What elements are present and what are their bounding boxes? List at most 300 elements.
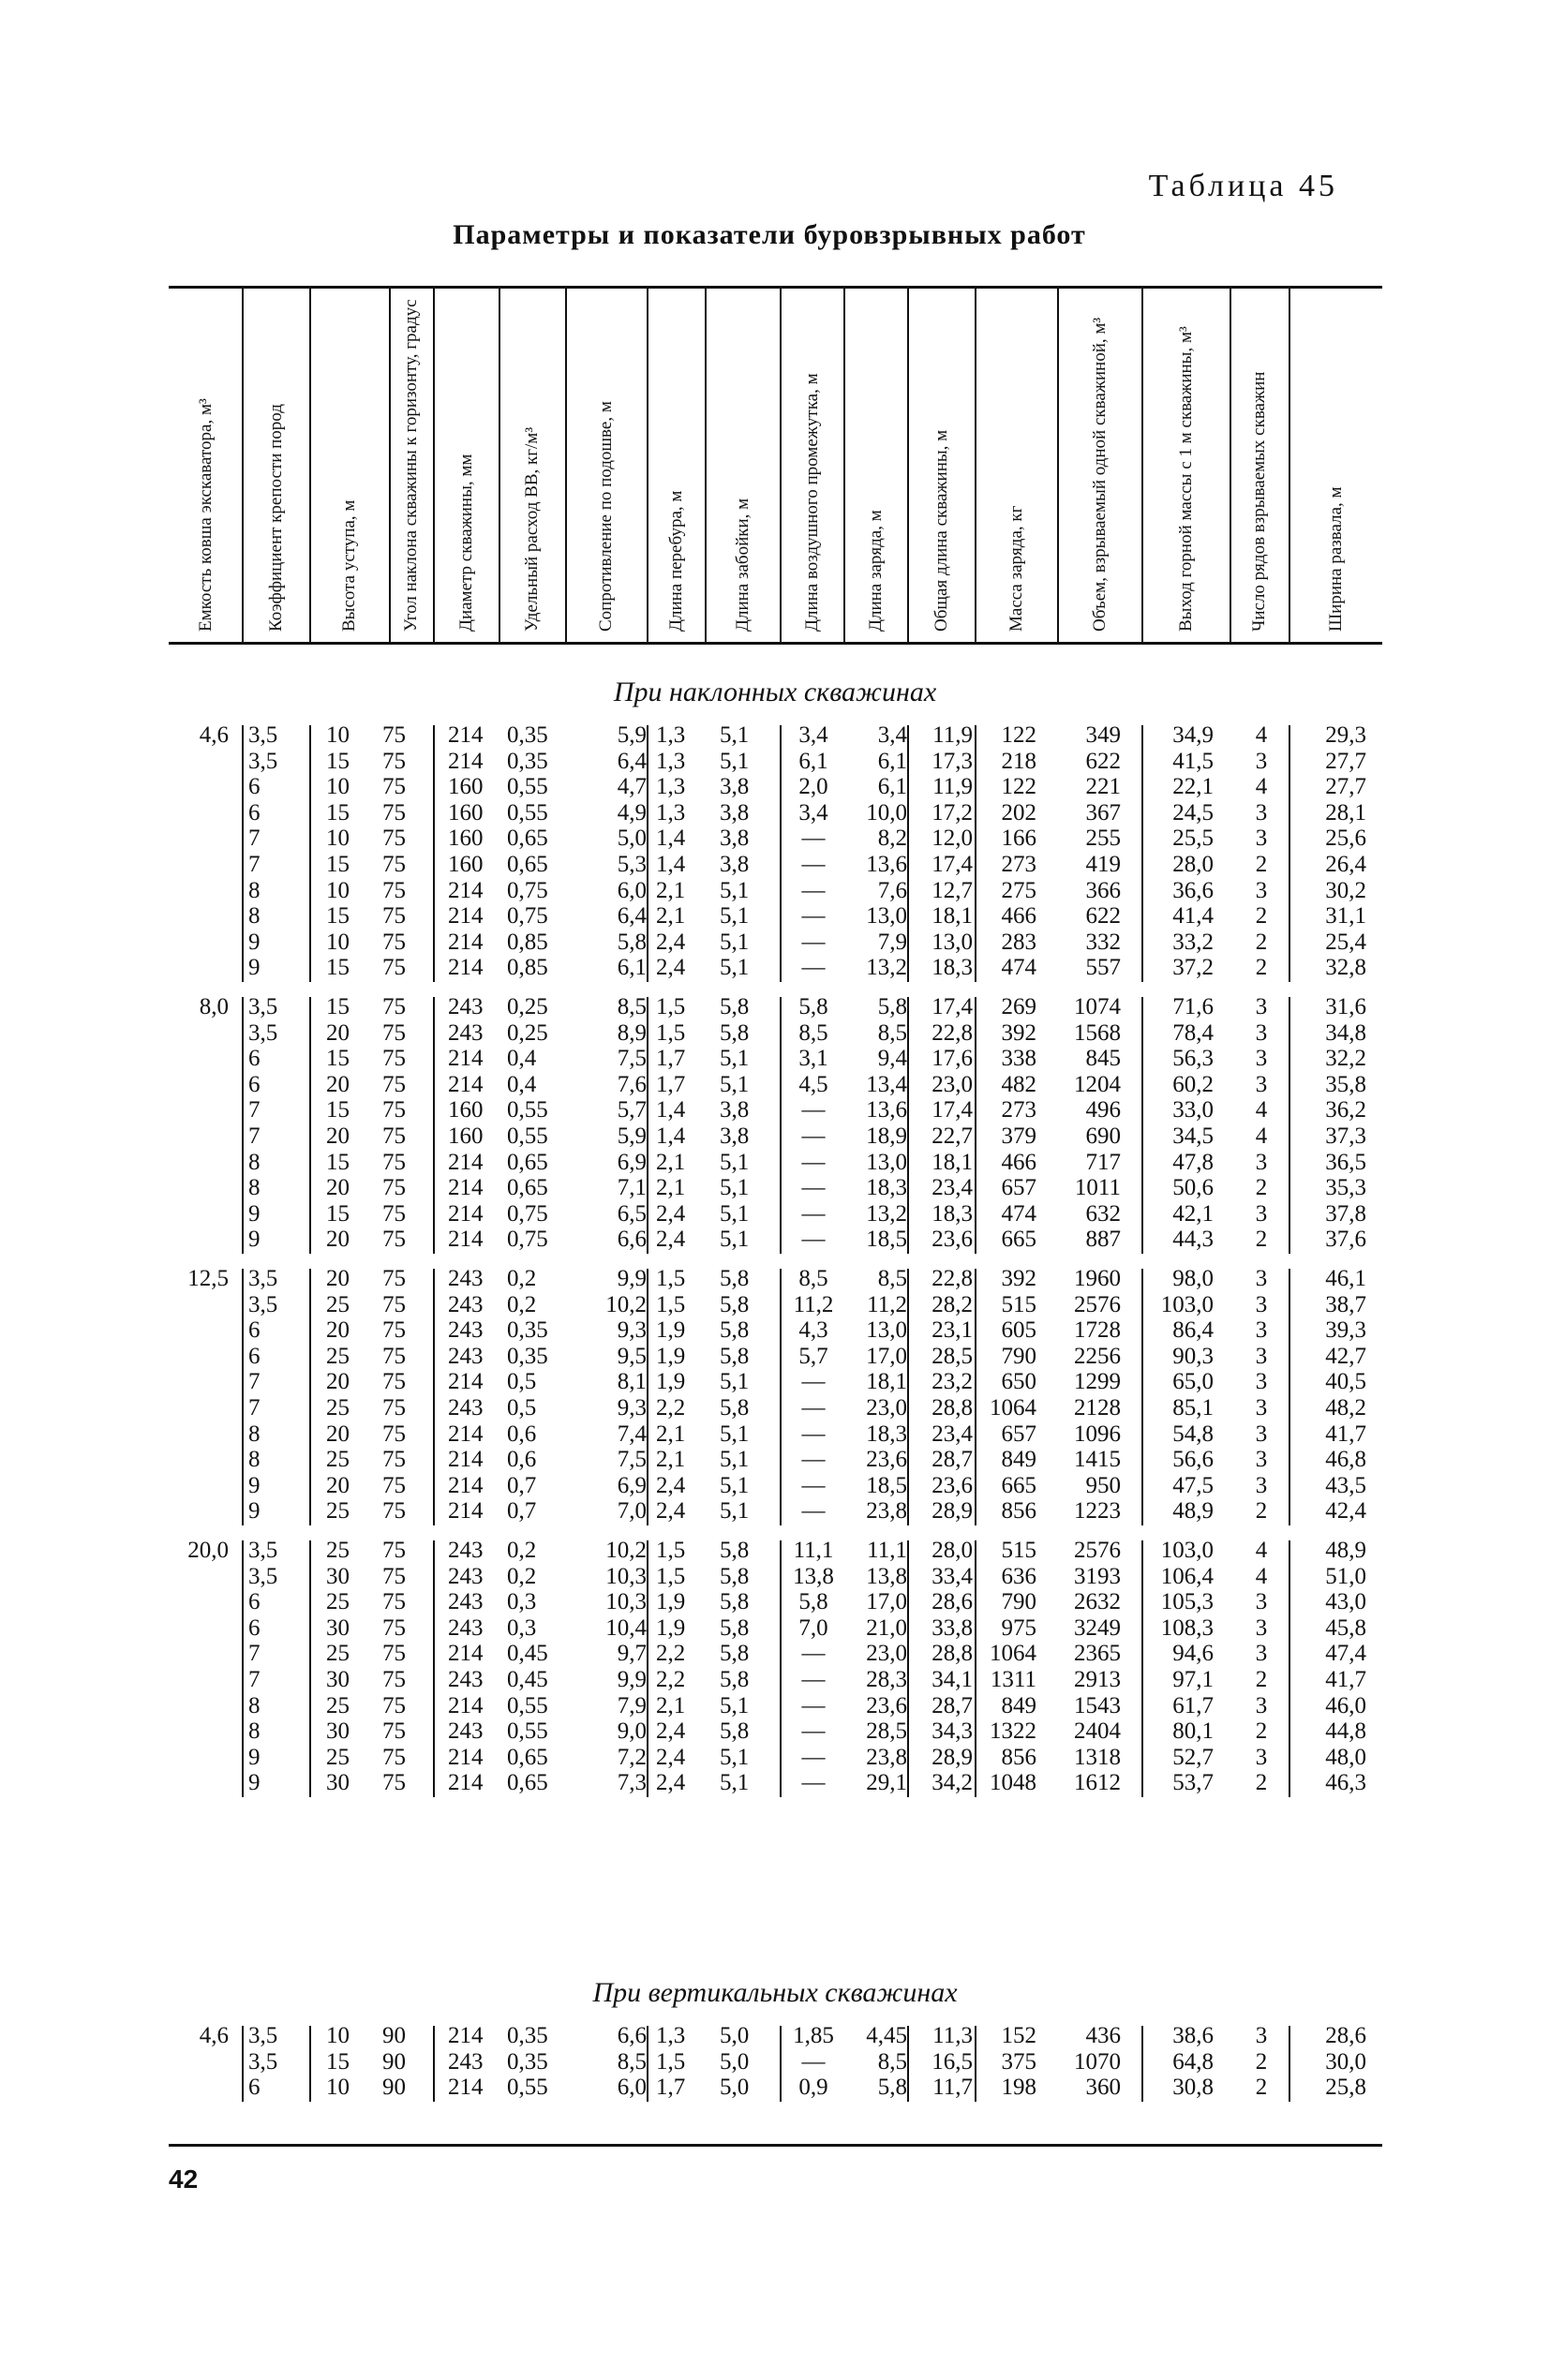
table-cell: 214 — [448, 1641, 484, 1667]
bucket-capacity: 8,0 — [199, 994, 229, 1019]
table-cell: 6,0 — [617, 877, 647, 903]
table-cell: 214 — [448, 2075, 484, 2101]
table-cell: 9 — [248, 1472, 261, 1498]
table-cell: 1204 — [1074, 1071, 1121, 1097]
table-cell: 214 — [448, 877, 484, 903]
table-cell: 482 — [1001, 1071, 1036, 1097]
table-cell: 214 — [448, 1200, 484, 1227]
table-cell: 108,3 — [1160, 1614, 1214, 1641]
table-cell: 13,0 — [866, 903, 907, 930]
table-cell: 6,9 — [617, 1149, 647, 1175]
column-header-text: Длина заряда, м — [865, 510, 886, 632]
table-cell: 75 — [382, 1200, 406, 1227]
body-column-separator — [1141, 2026, 1143, 2102]
column-header — [780, 292, 843, 635]
table-cell: 1,7 — [656, 2075, 686, 2101]
table-cell: 0,55 — [507, 1692, 548, 1718]
body-column-separator — [1141, 725, 1143, 982]
table-cell: 4,7 — [617, 774, 647, 800]
body-column-separator — [975, 1269, 976, 1525]
bucket-capacity: 20,0 — [187, 1538, 229, 1563]
table-cell: 53,7 — [1172, 1770, 1214, 1796]
table-cell: 6 — [248, 1589, 261, 1615]
table-cell: 214 — [448, 1744, 484, 1770]
table-cell: 75 — [382, 877, 406, 903]
table-cell: 8 — [248, 1149, 261, 1175]
table-cell: 11,9 — [932, 722, 973, 748]
table-cell: 20 — [326, 1421, 350, 1447]
table-cell: — — [801, 1149, 826, 1175]
body-column-separator — [780, 725, 782, 982]
table-cell: 28,6 — [931, 1589, 973, 1615]
table-cell: 20 — [326, 1317, 350, 1344]
table-cell: 160 — [448, 852, 484, 877]
table-cell: 6,1 — [798, 748, 828, 774]
table-cell: 690 — [1085, 1123, 1121, 1149]
table-cell: 1011 — [1074, 1175, 1121, 1201]
table-cell: 1,3 — [656, 774, 686, 800]
table-cell: 75 — [382, 994, 406, 1019]
table-cell: 22,8 — [931, 1266, 973, 1291]
table-cell: 6 — [248, 1071, 261, 1097]
table-cell: 3,8 — [720, 774, 750, 800]
table-cell: 15 — [326, 1046, 350, 1072]
table-cell: 75 — [382, 1472, 406, 1498]
table-cell: 38,6 — [1172, 2023, 1214, 2048]
table-cell: 3,8 — [720, 1097, 750, 1123]
table-cell: 1299 — [1074, 1369, 1121, 1395]
column-header — [843, 292, 907, 635]
table-cell: 0,65 — [507, 1175, 548, 1201]
table-cell: 2576 — [1074, 1538, 1121, 1563]
table-cell: 106,4 — [1160, 1563, 1214, 1589]
table-cell: 5,1 — [720, 722, 750, 748]
table-cell: 13,2 — [866, 1200, 907, 1227]
table-cell: 20 — [326, 1472, 350, 1498]
table-cell: 75 — [382, 774, 406, 800]
table-cell: 2,0 — [798, 774, 828, 800]
table-cell: 75 — [382, 1266, 406, 1291]
table-cell: 856 — [1001, 1744, 1036, 1770]
table-cell: 6,5 — [617, 1200, 647, 1227]
table-cell: 2,1 — [656, 1447, 686, 1473]
table-cell: 214 — [448, 1227, 484, 1253]
table-cell: 5,8 — [720, 1667, 750, 1692]
table-cell: 18,3 — [866, 1175, 907, 1201]
body-column-separator — [1141, 1269, 1143, 1525]
table-cell: 2,4 — [656, 1227, 686, 1253]
table-cell: 160 — [448, 1123, 484, 1149]
table-cell: 3 — [1255, 1019, 1268, 1046]
table-cell: 20 — [326, 1369, 350, 1395]
table-cell: 97,1 — [1172, 1667, 1214, 1692]
table-cell: 367 — [1085, 799, 1121, 826]
table-cell: 366 — [1085, 877, 1121, 903]
table-cell: 75 — [382, 903, 406, 930]
table-cell: 5,7 — [617, 1097, 647, 1123]
table-cell: — — [801, 1692, 826, 1718]
table-cell: 15 — [326, 955, 350, 981]
body-column-separator — [907, 1269, 909, 1525]
column-header — [169, 292, 242, 635]
table-cell: 3 — [1255, 1421, 1268, 1447]
table-cell: 1,5 — [656, 1563, 686, 1589]
table-cell: 75 — [382, 852, 406, 877]
table-cell: 9,4 — [877, 1046, 907, 1072]
table-cell: 10,2 — [605, 1538, 647, 1563]
table-cell: 48,9 — [1325, 1538, 1366, 1563]
table-cell: 3,5 — [248, 1538, 278, 1563]
table-cell: 3 — [1255, 1200, 1268, 1227]
body-column-separator — [242, 2026, 244, 2102]
table-cell: 4 — [1255, 1563, 1268, 1589]
column-header-text: Ширина развала, м — [1325, 486, 1346, 632]
table-cell: 9 — [248, 1744, 261, 1770]
table-cell: 0,4 — [507, 1071, 537, 1097]
table-cell: 0,75 — [507, 1200, 548, 1227]
table-cell: 0,5 — [507, 1395, 537, 1421]
table-cell: — — [801, 1667, 826, 1692]
table-cell: 1415 — [1074, 1447, 1121, 1473]
column-header-text: Удельный расход ВВ, кг/м³ — [522, 426, 542, 632]
table-cell: 1568 — [1074, 1019, 1121, 1046]
table-cell: 10 — [326, 929, 350, 955]
table-cell: 0,55 — [507, 799, 548, 826]
table-cell: 25 — [326, 1395, 350, 1421]
table-cell: 0,65 — [507, 852, 548, 877]
table-cell: 25,8 — [1325, 2075, 1366, 2101]
table-cell: 1,5 — [656, 1291, 686, 1317]
table-cell: 75 — [382, 1343, 406, 1369]
table-cell: 25 — [326, 1343, 350, 1369]
table-cell: 5,8 — [720, 1395, 750, 1421]
table-cell: 166 — [1001, 826, 1036, 852]
table-cell: 122 — [1001, 774, 1036, 800]
body-column-separator — [907, 2026, 909, 2102]
table-cell: 28,5 — [931, 1343, 973, 1369]
table-cell: 6 — [248, 799, 261, 826]
column-header — [975, 292, 1057, 635]
body-column-separator — [975, 1540, 976, 1797]
table-cell: 2 — [1255, 1667, 1268, 1692]
table-cell: 75 — [382, 826, 406, 852]
table-cell: 9 — [248, 1200, 261, 1227]
column-header-text: Выход горной массы с 1 м скважины, м³ — [1175, 326, 1196, 632]
table-cell: 2,1 — [656, 1149, 686, 1175]
table-cell: 18,1 — [931, 1149, 973, 1175]
table-cell: 23,2 — [931, 1369, 973, 1395]
table-cell: 75 — [382, 1692, 406, 1718]
table-cell: 0,35 — [507, 2023, 548, 2048]
table-cell: 2,1 — [656, 903, 686, 930]
table-cell: 37,8 — [1325, 1200, 1366, 1227]
table-cell: 78,4 — [1172, 1019, 1214, 1046]
column-header — [242, 292, 309, 635]
table-cell: 6,1 — [877, 774, 907, 800]
table-cell: 214 — [448, 1472, 484, 1498]
table-cell: 3,5 — [248, 994, 278, 1019]
table-cell: 2,1 — [656, 1421, 686, 1447]
table-cell: 30,2 — [1325, 877, 1366, 903]
table-cell: 214 — [448, 929, 484, 955]
table-cell: 44,8 — [1325, 1718, 1366, 1745]
table-number-label: Таблица 45 — [1148, 169, 1338, 203]
table-cell: 28,0 — [931, 1538, 973, 1563]
table-cell: 16,5 — [931, 2048, 973, 2075]
table-cell: 7,6 — [877, 877, 907, 903]
table-cell: 3 — [1255, 1266, 1268, 1291]
table-cell: 46,0 — [1325, 1692, 1366, 1718]
body-column-separator — [433, 725, 435, 982]
table-cell: 3 — [1255, 826, 1268, 852]
table-cell: 15 — [326, 1200, 350, 1227]
table-cell: 5,7 — [798, 1343, 828, 1369]
table-cell: 1070 — [1074, 2048, 1121, 2075]
table-cell: 5,1 — [720, 1744, 750, 1770]
table-cell: 3 — [1255, 1589, 1268, 1615]
table-cell: 75 — [382, 799, 406, 826]
table-cell: 0,75 — [507, 903, 548, 930]
table-cell: 1,9 — [656, 1369, 686, 1395]
table-cell: 11,7 — [932, 2075, 973, 2101]
table-cell: 28,5 — [866, 1718, 907, 1745]
table-cell: 10 — [326, 2075, 350, 2101]
table-cell: 5,1 — [720, 1369, 750, 1395]
table-cell: 75 — [382, 1369, 406, 1395]
table-cell: 2,2 — [656, 1667, 686, 1692]
table-cell: 3,5 — [248, 1019, 278, 1046]
table-cell: 75 — [382, 1641, 406, 1667]
table-cell: 5,1 — [720, 1227, 750, 1253]
table-cell: 15 — [326, 903, 350, 930]
table-cell: 10 — [326, 826, 350, 852]
table-cell: 856 — [1001, 1498, 1036, 1525]
table-cell: 3 — [1255, 877, 1268, 903]
table-cell: 12,7 — [931, 877, 973, 903]
table-cell: 33,2 — [1172, 929, 1214, 955]
table-cell: 2 — [1255, 2048, 1268, 2075]
table-cell: 8,1 — [617, 1369, 647, 1395]
table-cell: 5,8 — [720, 994, 750, 1019]
table-cell: 3,4 — [877, 722, 907, 748]
table-cell: 3 — [1255, 1046, 1268, 1072]
table-cell: 7 — [248, 1641, 261, 1667]
table-cell: 40,5 — [1325, 1369, 1366, 1395]
table-cell: 0,4 — [507, 1046, 537, 1072]
table-cell: 75 — [382, 1744, 406, 1770]
table-cell: 0,85 — [507, 955, 548, 981]
table-cell: 349 — [1085, 722, 1121, 748]
table-cell: 23,6 — [931, 1472, 973, 1498]
table-cell: — — [801, 877, 826, 903]
table-cell: 28,6 — [1325, 2023, 1366, 2048]
table-cell: 1,9 — [656, 1589, 686, 1615]
table-cell: 32,2 — [1325, 1046, 1366, 1072]
table-cell: 5,9 — [617, 722, 647, 748]
table-cell: 8,5 — [798, 1266, 828, 1291]
table-cell: 2,4 — [656, 1770, 686, 1796]
table-cell: 5,0 — [720, 2048, 750, 2075]
body-column-separator — [242, 725, 244, 982]
table-cell: 10 — [326, 774, 350, 800]
table-cell: 7,0 — [617, 1498, 647, 1525]
table-cell: 1223 — [1074, 1498, 1121, 1525]
table-cell: 30 — [326, 1563, 350, 1589]
table-title-text: Параметры и показатели буровзрывных работ — [453, 219, 1086, 250]
table-cell: 2 — [1255, 929, 1268, 955]
table-cell: 214 — [448, 1421, 484, 1447]
table-cell: 2 — [1255, 852, 1268, 877]
table-cell: 214 — [448, 1071, 484, 1097]
table-cell: 198 — [1001, 2075, 1036, 2101]
table-cell: 0,35 — [507, 748, 548, 774]
header-bottom-rule — [169, 642, 1382, 645]
table-cell: 18,1 — [931, 903, 973, 930]
table-cell: 3 — [1255, 994, 1268, 1019]
table-cell: 75 — [382, 1227, 406, 1253]
table-cell: 105,3 — [1160, 1589, 1214, 1615]
table-cell: 9 — [248, 955, 261, 981]
table-cell: 6 — [248, 1343, 261, 1369]
table-cell: 6,0 — [617, 2075, 647, 2101]
table-cell: 41,4 — [1172, 903, 1214, 930]
section-title: При вертикальных скважинах — [592, 1977, 958, 2008]
table-cell: 22,7 — [931, 1123, 973, 1149]
body-column-separator — [975, 997, 976, 1254]
table-cell: 41,7 — [1325, 1421, 1366, 1447]
table-cell: 2,1 — [656, 1175, 686, 1201]
table-cell: 13,0 — [866, 1149, 907, 1175]
table-cell: 160 — [448, 1097, 484, 1123]
column-header — [907, 292, 975, 635]
table-cell: 1096 — [1074, 1421, 1121, 1447]
table-cell: 1612 — [1074, 1770, 1121, 1796]
table-cell: 5,8 — [877, 2075, 907, 2101]
table-cell: 85,1 — [1172, 1395, 1214, 1421]
column-header-text: Длина перебура, м — [665, 490, 686, 632]
section-title: При наклонных скважинах — [613, 677, 937, 707]
table-cell: — — [801, 1395, 826, 1421]
table-cell: 0,65 — [507, 1149, 548, 1175]
table-cell: 5,1 — [720, 1200, 750, 1227]
column-header-text: Высота уступа, м — [339, 499, 359, 632]
table-cell: 5,0 — [720, 2075, 750, 2101]
body-column-separator — [647, 725, 648, 982]
table-cell: 6 — [248, 1317, 261, 1344]
table-cell: 9,3 — [617, 1395, 647, 1421]
table-cell: 5,8 — [720, 1538, 750, 1563]
table-cell: 20 — [326, 1266, 350, 1291]
table-cell: 34,9 — [1172, 722, 1214, 748]
table-cell: 243 — [448, 1395, 484, 1421]
body-column-separator — [1289, 725, 1290, 982]
table-cell: 243 — [448, 1291, 484, 1317]
table-cell: 31,1 — [1325, 903, 1366, 930]
table-cell: 5,1 — [720, 903, 750, 930]
table-cell: 243 — [448, 1563, 484, 1589]
table-cell: 17,4 — [931, 1097, 973, 1123]
table-cell: — — [801, 852, 826, 877]
table-cell: 0,55 — [507, 1097, 548, 1123]
column-header — [1289, 292, 1382, 635]
table-cell: 3 — [1255, 1317, 1268, 1344]
table-cell: 3 — [1255, 1447, 1268, 1473]
table-cell: 23,0 — [866, 1395, 907, 1421]
table-cell: 255 — [1085, 826, 1121, 852]
table-cell: 1,5 — [656, 1019, 686, 1046]
table-cell: 13,8 — [866, 1563, 907, 1589]
table-cell: 28,9 — [931, 1498, 973, 1525]
table-cell: 10,3 — [605, 1589, 647, 1615]
table-cell: 35,8 — [1325, 1071, 1366, 1097]
table-cell: 1,5 — [656, 1538, 686, 1563]
table-cell: 17,0 — [866, 1343, 907, 1369]
table-cell: 26,4 — [1325, 852, 1366, 877]
table-cell: 1,7 — [656, 1046, 686, 1072]
table-cell: 75 — [382, 1538, 406, 1563]
table-cell: 42,1 — [1172, 1200, 1214, 1227]
body-column-separator — [647, 1269, 648, 1525]
table-cell: 23,6 — [866, 1447, 907, 1473]
table-cell: 474 — [1001, 1200, 1036, 1227]
table-cell: 0,65 — [507, 1744, 548, 1770]
table-cell: 11,9 — [932, 774, 973, 800]
table-cell: 214 — [448, 748, 484, 774]
table-cell: 0,45 — [507, 1667, 548, 1692]
table-cell: 5,8 — [720, 1589, 750, 1615]
body-column-separator — [242, 1269, 244, 1525]
table-cell: 75 — [382, 955, 406, 981]
table-cell: 28,8 — [931, 1395, 973, 1421]
table-cell: 8 — [248, 903, 261, 930]
table-cell: 37,3 — [1325, 1123, 1366, 1149]
table-cell: 34,5 — [1172, 1123, 1214, 1149]
table-cell: 7,5 — [617, 1046, 647, 1072]
table-cell: 43,5 — [1325, 1472, 1366, 1498]
table-cell: 665 — [1001, 1227, 1036, 1253]
body-column-separator — [907, 725, 909, 982]
table-cell: 46,3 — [1325, 1770, 1366, 1796]
table-cell: 25 — [326, 1589, 350, 1615]
table-cell: — — [801, 1498, 826, 1525]
column-header-text: Длина забойки, м — [732, 498, 753, 632]
table-cell: 44,3 — [1172, 1227, 1214, 1253]
table-cell: 28,2 — [931, 1291, 973, 1317]
table-cell: 1,5 — [656, 994, 686, 1019]
table-cell: 18,1 — [866, 1369, 907, 1395]
table-cell: 3,8 — [720, 1123, 750, 1149]
table-cell: 23,8 — [866, 1498, 907, 1525]
table-cell: 75 — [382, 748, 406, 774]
table-cell: 42,7 — [1325, 1343, 1366, 1369]
table-cell: 6,1 — [617, 955, 647, 981]
table-cell: 0,2 — [507, 1291, 537, 1317]
table-cell: 214 — [448, 722, 484, 748]
body-column-separator — [1141, 1540, 1143, 1797]
table-cell: 2,4 — [656, 1718, 686, 1745]
table-title — [0, 219, 1550, 251]
table-cell: 650 — [1001, 1369, 1036, 1395]
table-cell: 1074 — [1074, 994, 1121, 1019]
table-cell: 11,2 — [793, 1291, 834, 1317]
table-cell: 1318 — [1074, 1744, 1121, 1770]
table-cell: 5,1 — [720, 1149, 750, 1175]
table-cell: 29,3 — [1325, 722, 1366, 748]
table-cell: 36,5 — [1325, 1149, 1366, 1175]
table-cell: 5,8 — [720, 1718, 750, 1745]
table-cell: 41,7 — [1325, 1667, 1366, 1692]
table-cell: 71,6 — [1172, 994, 1214, 1019]
